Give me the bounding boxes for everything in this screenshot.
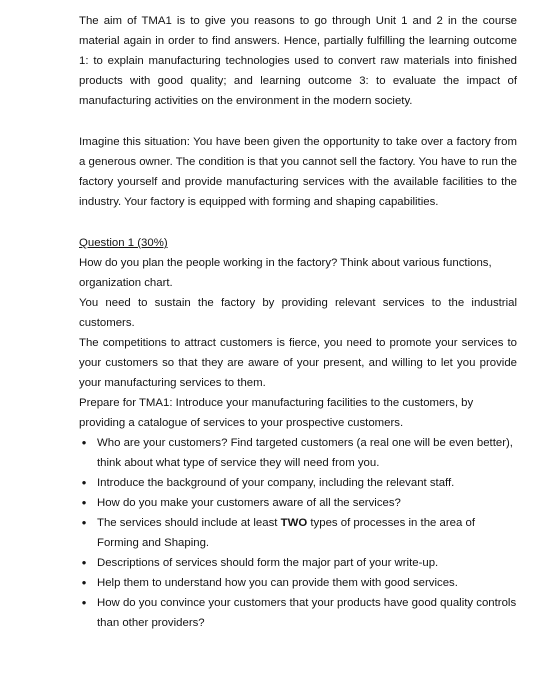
bullet-icon: • [81,475,87,490]
list-item-text: Who are your customers? Find targeted customers (a real one will be even better), think about what type of service they will need from you. [97,437,513,469]
list-item-text: Help them to understand how you can provide them with good services. [97,577,458,589]
list-item [79,513,517,553]
list-item [79,473,517,493]
list-item-text: Descriptions of services should form the major part of your write-up. [97,557,439,569]
bullet-icon: • [81,595,87,610]
list-item-text: Introduce the background of your company, including the relevant staff. [97,477,455,489]
bullet-icon: • [81,515,87,530]
question-heading [79,233,517,253]
document-page [79,11,517,633]
list-item-text-after: types of processes in the area of Forming and Shaping. [97,517,475,549]
list-item [79,573,517,593]
bullet-icon: • [81,495,87,510]
question-line-competition: The competitions to attract customers is fierce, you need to promote your services to your customers so that they are aware of your present, and willing to let you provide your manufacturing services to them. [79,337,517,389]
bullet-icon: • [81,555,87,570]
list-item-text-before: The services should include at least [97,517,281,529]
list-item [79,553,517,573]
list-item-text-bold: TWO [280,517,308,529]
list-item [79,593,517,633]
paragraph-spacer [79,111,517,132]
paragraph-spacer [79,212,517,233]
list-item-text: How do you convince your customers that your products have good quality controls than other providers? [97,597,517,629]
question-heading-text: Question 1 (30%) [79,237,168,249]
question-line-people: How do you plan the people working in the factory? Think about various functions, organization chart. [79,257,492,289]
list-item [79,493,517,513]
bullet-icon: • [81,435,87,450]
question-line-sustain: You need to sustain the factory by providing relevant services to the industrial customers. [79,297,517,329]
question-line-prepare: Prepare for TMA1: Introduce your manufacturing facilities to the customers, by providing a catalogue of services to your prospective customers. [79,397,474,429]
intro-paragraph-situation: Imagine this situation: You have been given the opportunity to take over a factory from a generous owner. The condition is that you cannot sell the factory. You have to run the factory yourself and provide manufacturing services with the available facilities to the industry. Your factory is equipped with forming and shaping capabilities. [79,136,517,208]
list-item [79,433,517,473]
intro-paragraph-aim: The aim of TMA1 is to give you reasons to go through Unit 1 and 2 in the course material again in order to find answers. Hence, partially fulfilling the learning outcome 1: to explain manufacturing technologies used to convert raw materials into finished products with good quality; and learning outcome 3: to evaluate the impact of manufacturing activities on the environment in the modern society. [79,15,517,107]
list-item-text: How do you make your customers aware of all the services? [97,497,401,509]
requirements-list [79,433,517,633]
bullet-icon: • [81,575,87,590]
